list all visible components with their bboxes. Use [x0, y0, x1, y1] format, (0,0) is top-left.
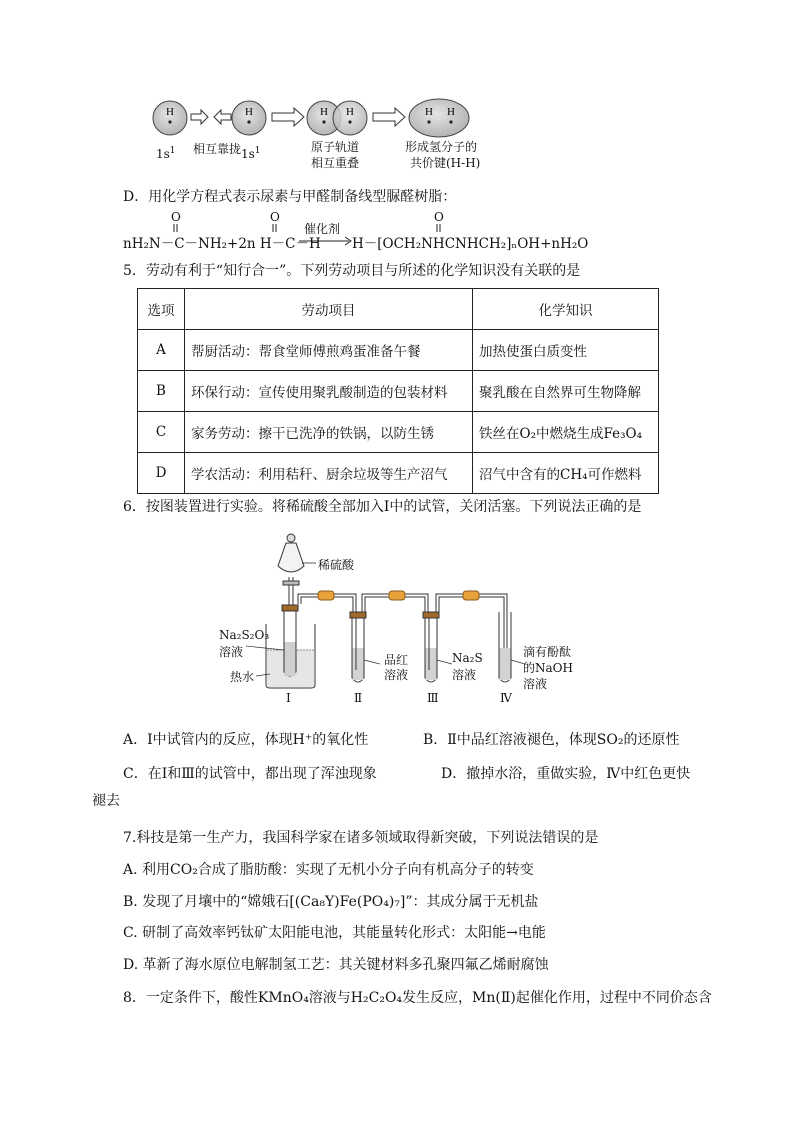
equation-o-1: O — [171, 210, 181, 224]
table-cell: C — [138, 412, 185, 453]
table-header: 劳动项目 — [185, 289, 473, 330]
label-na2s2o3-solution: 溶液 — [219, 645, 244, 659]
q8-question: 8．一定条件下，酸性KMnO₄溶液与H₂C₂O₄发生反应，Mn(Ⅱ)起催化作用，过程中不同价态含 — [123, 990, 712, 1006]
q7-option-b: B. 发现了月壤中的“嫦娥石[(Ca₈Y)Fe(PO₄)₇]”：其成分属于无机盐 — [123, 894, 539, 910]
q5-question: 5．劳动有利于“知行合一”。下列劳动项目与所述的化学知识没有关联的是 — [123, 263, 581, 279]
q6-option-d-cont: 褪去 — [92, 793, 120, 809]
table-cell: 环保行动：宣传使用聚乳酸制造的包装材料 — [185, 371, 473, 412]
q6-option-b: B．Ⅱ中品红溶液褪色，体现SO₂的还原性 — [423, 732, 680, 748]
orbital-overlap-label-2: 相互重叠 — [311, 156, 360, 170]
q6-question: 6．按图装置进行实验。将稀硫酸全部加入Ⅰ中的试管，关闭活塞。下列说法正确的是 — [123, 499, 642, 515]
label-naoh-2: 的NaOH — [523, 661, 573, 675]
equation-catalyst: 催化剂 — [304, 222, 341, 236]
h-label: H — [346, 106, 354, 118]
tube-label-1: Ⅰ — [286, 691, 291, 705]
orbital-bond-label-1: 形成氢分子的 — [405, 140, 478, 154]
q7-option-d: D. 革新了海水原位电解制氢工艺：其关键材料多孔聚四氟乙烯耐腐蚀 — [123, 957, 549, 973]
h-label: H — [166, 106, 174, 118]
table-cell: 加热使蛋白质变性 — [473, 330, 659, 371]
label-hot-water: 热水 — [230, 670, 255, 684]
orbital-bond-label-2: 共价键(H-H) — [410, 156, 481, 170]
test-tube-2 — [350, 612, 366, 682]
table-cell: B — [138, 371, 185, 412]
q7-question: 7.科技是第一生产力，我国科学家在诸多领域取得新突破，下列说法错误的是 — [123, 830, 599, 846]
table-cell: 家务劳动：擦干已洗净的铁锅，以防生锈 — [185, 412, 473, 453]
q7-option-a: A. 利用CO₂合成了脂肪酸：实现了无机小分子向有机高分子的转变 — [123, 862, 534, 878]
tube-label-3: Ⅲ — [427, 691, 439, 705]
equation-right: H－[OCH₂NHCNHCH₂]ₙOH+nH₂O — [352, 236, 589, 252]
test-tube-4 — [499, 612, 511, 682]
separatory-funnel — [278, 534, 304, 608]
equation-left: nH₂N－C－NH₂+2n H－C－H — [123, 236, 321, 252]
q6-option-d: D．撤掉水浴，重做实验，Ⅳ中红色更快 — [441, 766, 691, 782]
equation-o-2: O — [270, 210, 280, 224]
q7-option-c: C. 研制了高效率钙钛矿太阳能电池，其能量转化形式：太阳能→电能 — [123, 925, 546, 941]
orbital-overlap-label-1: 原子轨道 — [311, 140, 360, 154]
label-naoh-3: 溶液 — [523, 677, 548, 691]
orbital-approach-label: 相互靠拢 — [193, 142, 242, 156]
table-cell: 铁丝在O₂中燃烧生成Fe₃O₄ — [473, 412, 659, 453]
label-na2s2o3: Na₂S₂O₃ — [219, 628, 270, 642]
table-header: 化学知识 — [473, 289, 659, 330]
label-naoh-1: 滴有酚酞 — [523, 645, 572, 659]
table-cell: A — [138, 330, 185, 371]
tube-label-4: Ⅳ — [500, 691, 512, 705]
orbital-1s-label: $1s^1$ — [241, 146, 261, 161]
table-cell: D — [138, 453, 185, 494]
equation-o-3: O — [434, 210, 444, 224]
table-cell: 学农活动：利用秸秆、厨余垃圾等生产沼气 — [185, 453, 473, 494]
h-label: H — [447, 106, 455, 118]
table-cell: 沼气中含有的CH₄可作燃料 — [473, 453, 659, 494]
table-cell: 聚乳酸在自然界可生物降解 — [473, 371, 659, 412]
orbital-1s-label: $1s^1$ — [156, 146, 176, 161]
tube-label-2: Ⅱ — [354, 691, 363, 705]
h-label: H — [245, 106, 253, 118]
label-pinred-solution: 溶液 — [384, 668, 409, 682]
table-cell: 帮厨活动：帮食堂师傅煎鸡蛋准备午餐 — [185, 330, 473, 371]
label-pinred: 品红 — [384, 653, 409, 667]
test-tube-1 — [282, 605, 298, 676]
label-na2s-solution: 溶液 — [452, 668, 477, 682]
q6-option-c: C．在Ⅰ和Ⅲ的试管中，都出现了浑浊现象 — [123, 766, 377, 782]
q6-option-a: A．Ⅰ中试管内的反应，体现H⁺的氧化性 — [123, 732, 369, 748]
label-dilute-acid: 稀硫酸 — [318, 558, 355, 572]
label-na2s: Na₂S — [452, 651, 483, 665]
test-tube-3 — [423, 612, 439, 682]
h-label: H — [425, 106, 433, 118]
table-header: 选项 — [138, 289, 185, 330]
h-label: H — [320, 106, 328, 118]
option-d-text: D．用化学方程式表示尿素与甲醛制备线型脲醛树脂： — [123, 189, 457, 205]
